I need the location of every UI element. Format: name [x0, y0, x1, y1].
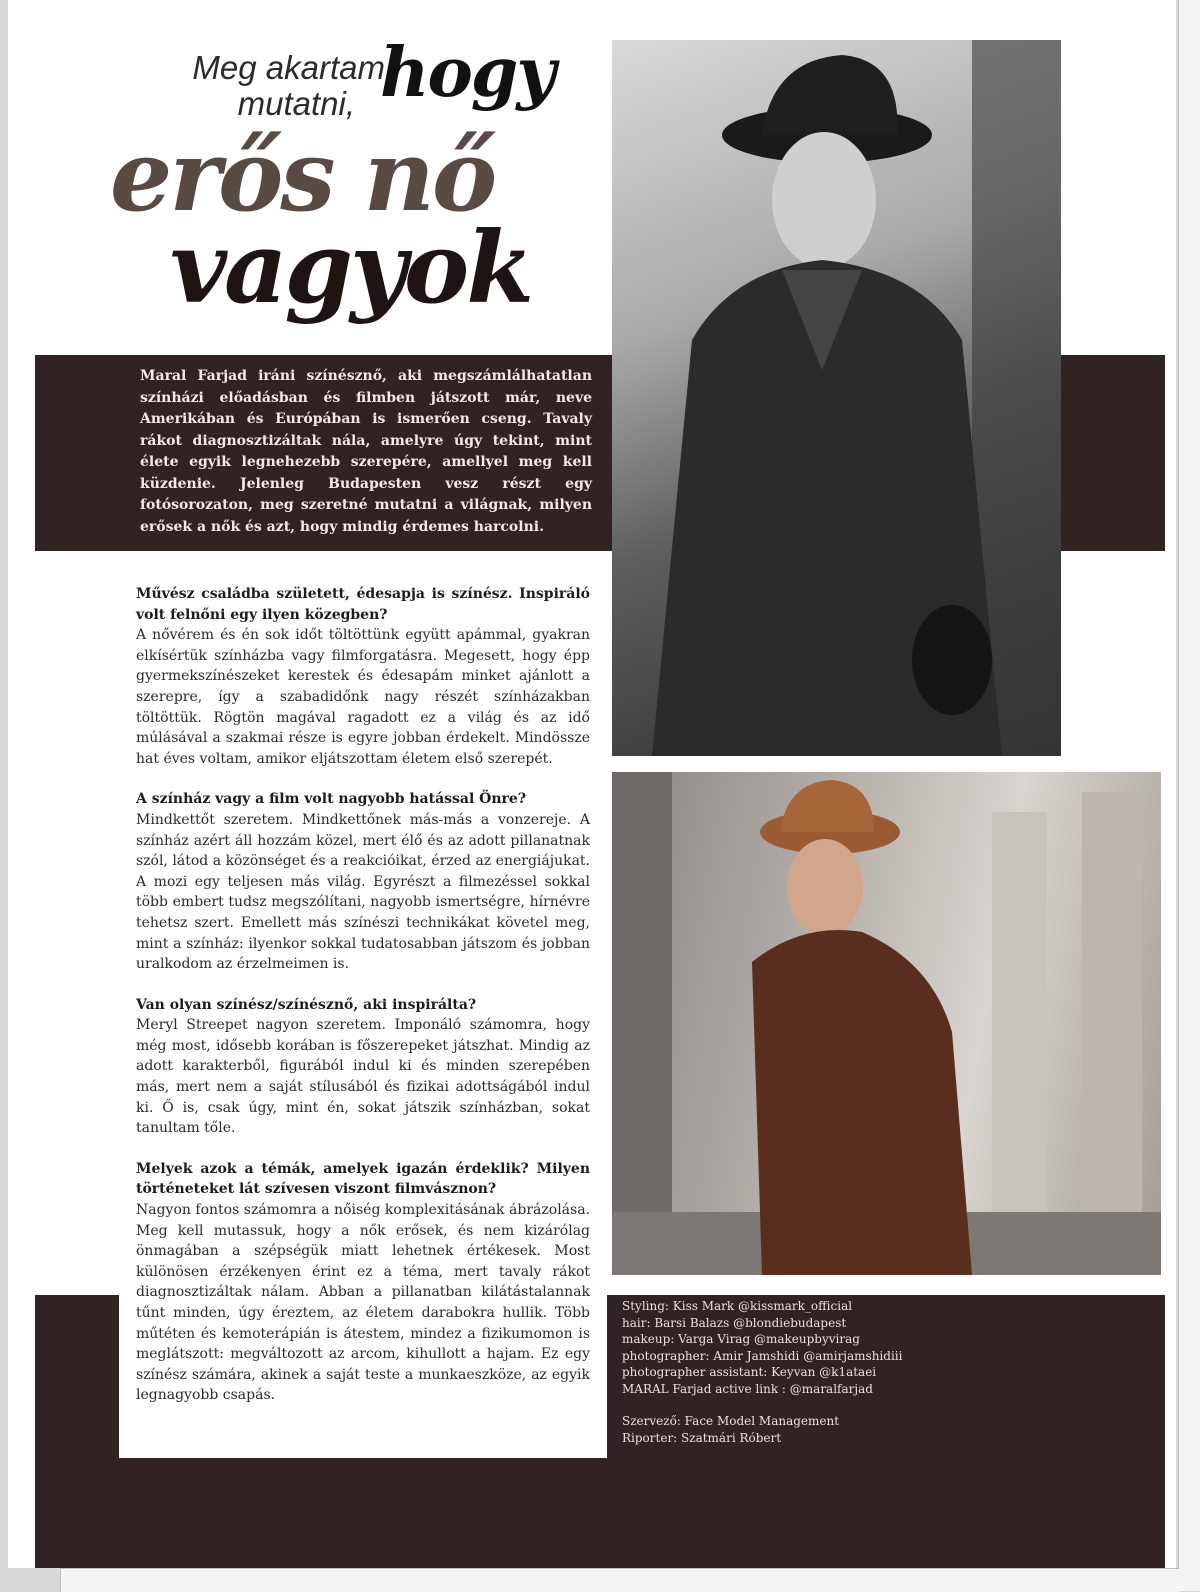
title-emphasis: hogy: [380, 33, 554, 113]
colonnade-illustration: [612, 772, 1161, 1275]
answer-3: Meryl Streepet nagyon szeretem. Imponáló számomra, hogy még most, idősebb korában is főszerepeket játszhat. Mindig az adott karakterből, figurából indul ki és minden szerepében más, mert nem a saját stílusából és fizikai adottságából indul ki. Ő is, csak úgy, mint én, sokat játszik színházban, sokat tanultam tőle.: [136, 1017, 590, 1137]
portrait-photo-black-hat: [612, 40, 1061, 756]
title-big-line-1: erős nő: [110, 119, 495, 234]
question-3: Van olyan színész/színésznő, aki inspirálta?: [136, 996, 477, 1013]
answer-1: A nővérem és én sok időt töltöttünk együtt apámmal, gyakran elkísértük színházba vagy filmforgatásra. Megesett, hogy épp gyermekszínészeket kerestek és édesapám minket ajánlott a szerepre, így a szabadidőnk nagy részét színházakban töltöttük. Rögtön magával ragadott ez a világ és az idő múlásával a szakmai része is egyre jobban érdekelt. Mindössze hat éves voltam, amikor eljátszottam életem első szerepét.: [136, 627, 590, 767]
page-edge-right: [1178, 0, 1200, 1591]
credit-organizer: Szervező: Face Model Management: [622, 1414, 840, 1428]
credits-spacer: [622, 1397, 1152, 1413]
question-4: Melyek azok a témák, amelyek igazán érdeklik? Milyen történeteket lát szívesen viszont filmvásznon?: [136, 1160, 590, 1198]
page-edge-bottom: [60, 1568, 1179, 1592]
title-big-line-2: vagyok: [170, 211, 532, 326]
credit-line: MARAL Farjad active link : @maralfarjad: [622, 1381, 873, 1396]
photo-credits: [622, 1298, 1152, 1446]
portrait-illustration: [612, 40, 1061, 756]
question-2: A színház vagy a film volt nagyobb hatással Önre?: [136, 791, 527, 808]
credit-line: photographer assistant: Keyvan @k1ataei: [622, 1365, 877, 1379]
title-line-1: Meg akartam: [192, 49, 385, 86]
article-body: [119, 566, 607, 1458]
credit-line: makeup: Varga Virag @makeupbyvirag: [622, 1332, 860, 1346]
answer-4: Nagyon fontos számomra a nőiség komplexitásának ábrázolása. Meg kell mutassuk, hogy a nők erősek, és nem kizárólag önmagában a szépségük miatt lehetnek értékesek. Most különösen érzékenyen érint ez a téma, mert tavaly rákot diagnosztizáltak nálam. Abban a pillanatban kilátástalannak tűnt minden, úgy éreztem, az életem darabokra hullik. Több műtéten és kemoterápián is átestem, mindez a fizikumomon is meglátszott: megváltozott az arcom, kihullott a hajam. Ez egy színész számára, akinek a saját teste a munkaeszköze, az egyik legnagyobb csapás.: [136, 1202, 590, 1404]
question-1: Művész családba született, édesapja is színész. Inspiráló volt felnőni egy ilyen közegben?: [136, 586, 590, 623]
credit-line: photographer: Amir Jamshidi @amirjamshidiii: [622, 1348, 903, 1363]
lead-paragraph: Maral Farjad iráni színésznő, aki megszámlálhatatlan színházi előadásban és filmben játszott már, neve Amerikában és Európában is ismerően cseng. Tavaly rákot diagnosztizáltak nála, amelyre úgy tekint, mint élete egyik legnehezebb szerepére, amellyel meg kell küzdenie. Jelenleg Budapesten vesz részt egy fotósorozaton, meg szeretné mutatni a világnak, milyen erősek a nők és azt, hogy mindig érdemes harcolni.: [140, 368, 592, 535]
title-line-2: mutatni,: [237, 85, 355, 122]
credit-line: hair: Barsi Balazs @blondiebudapest: [622, 1315, 847, 1330]
answer-2: Mindkettőt szeretem. Mindkettőnek más-más a vonzereje. A színház azért áll hozzám közel, mert élő és az adott pillanatnak szól, látod a közönséget és a reakcióikat, érzed az energiájukat. A mozi egy teljesen más világ. Egyrészt a filmezéssel sokkal több embert tudsz megszólítani, nagyobb ismertségre, hírnévre tehetsz szert. Emellett más színészi technikákat követel meg, mint a színház: ilyenkor sokkal tudatosabban játszom és jobban uralkodom az érzelmeimen is.: [136, 811, 590, 973]
portrait-photo-brown-coat: [612, 772, 1161, 1275]
credit-line: Styling: Kiss Mark @kissmark_official: [622, 1299, 853, 1313]
credit-reporter: Riporter: Szatmári Róbert: [622, 1430, 782, 1445]
